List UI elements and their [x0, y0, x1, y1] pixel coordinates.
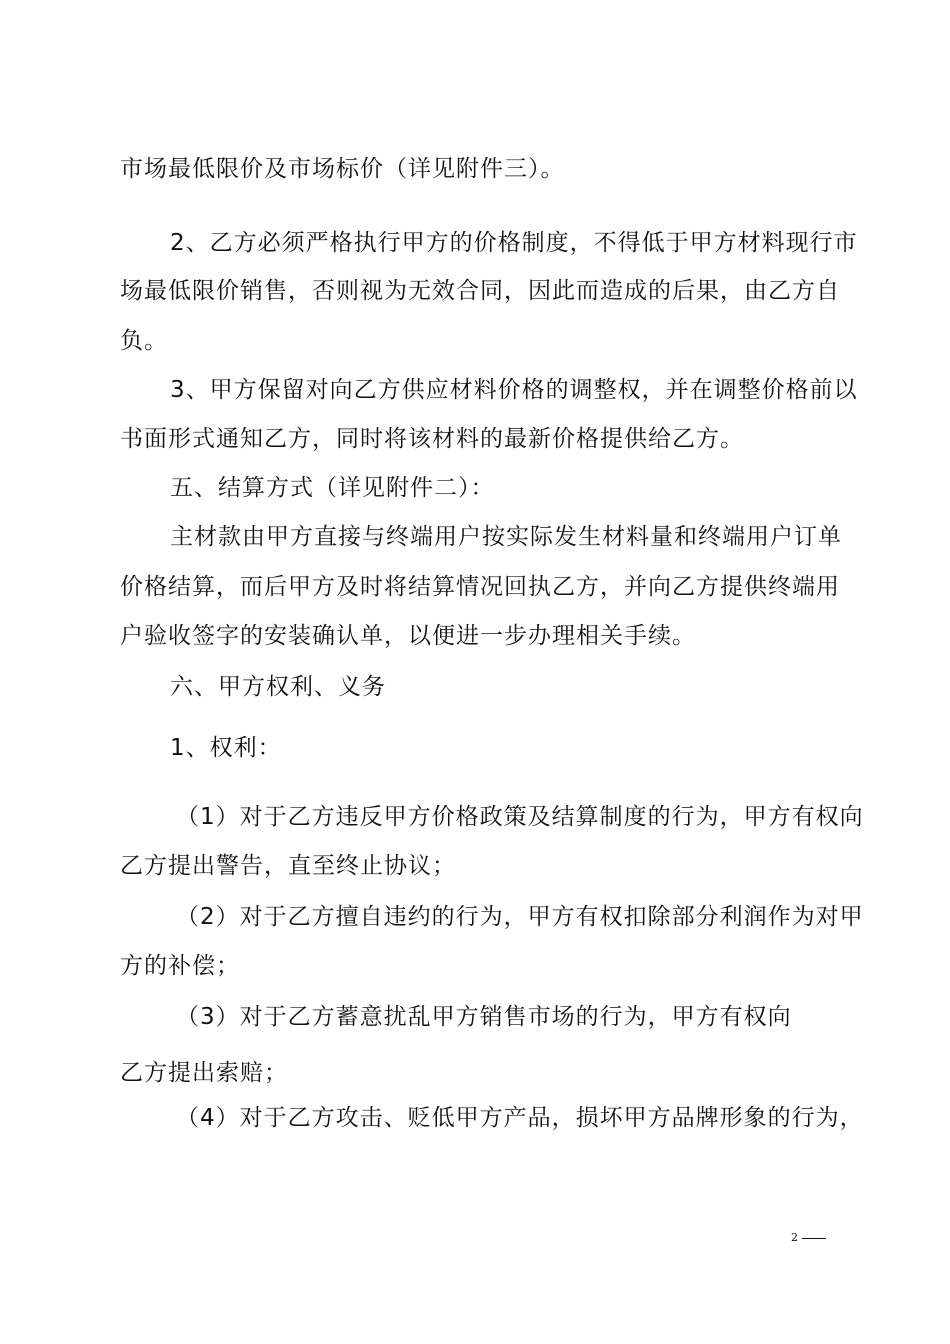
- subsection-heading: 1、权利：: [170, 735, 282, 761]
- text-line: 书面形式通知乙方，同时将该材料的最新价格提供给乙方。: [120, 426, 744, 452]
- text-line: 乙方提出索赔；: [120, 1060, 288, 1086]
- text-line: 方的补偿；: [120, 953, 240, 979]
- text-line: 价格结算，而后甲方及时将结算情况回执乙方，并向乙方提供终端用: [120, 574, 840, 600]
- text-line: 2、乙方必须严格执行甲方的价格制度，不得低于甲方材料现行市: [170, 230, 858, 256]
- text-line: （3）对于乙方蓄意扰乱甲方销售市场的行为，甲方有权向: [176, 1004, 792, 1030]
- text-line: 负。: [120, 328, 168, 354]
- text-line: 场最低限价销售，否则视为无效合同，因此而造成的后果，由乙方自: [120, 278, 840, 304]
- page-number: [791, 1232, 826, 1244]
- page-number-rule: [802, 1238, 826, 1239]
- text-line: 3、甲方保留对向乙方供应材料价格的调整权，并在调整价格前以: [170, 377, 858, 403]
- text-line: 户验收签字的安装确认单，以便进一步办理相关手续。: [120, 623, 696, 649]
- text-line: （2）对于乙方擅自违约的行为，甲方有权扣除部分利润作为对甲: [176, 904, 864, 930]
- section-heading: 五、结算方式（详见附件二）：: [170, 475, 495, 501]
- text-line: （4）对于乙方攻击、贬低甲方产品，损坏甲方品牌形象的行为，: [176, 1105, 864, 1131]
- text-line: 乙方提出警告，直至终止协议；: [120, 853, 456, 879]
- page-number-text: 2: [791, 1231, 798, 1244]
- text-line: 主材款由甲方直接与终端用户按实际发生材料量和终端用户订单: [170, 524, 842, 550]
- text-line: 市场最低限价及市场标价（详见附件三）。: [120, 156, 565, 182]
- section-heading: 六、甲方权利、义务: [170, 674, 386, 700]
- text-line: （1）对于乙方违反甲方价格政策及结算制度的行为，甲方有权向: [176, 804, 864, 830]
